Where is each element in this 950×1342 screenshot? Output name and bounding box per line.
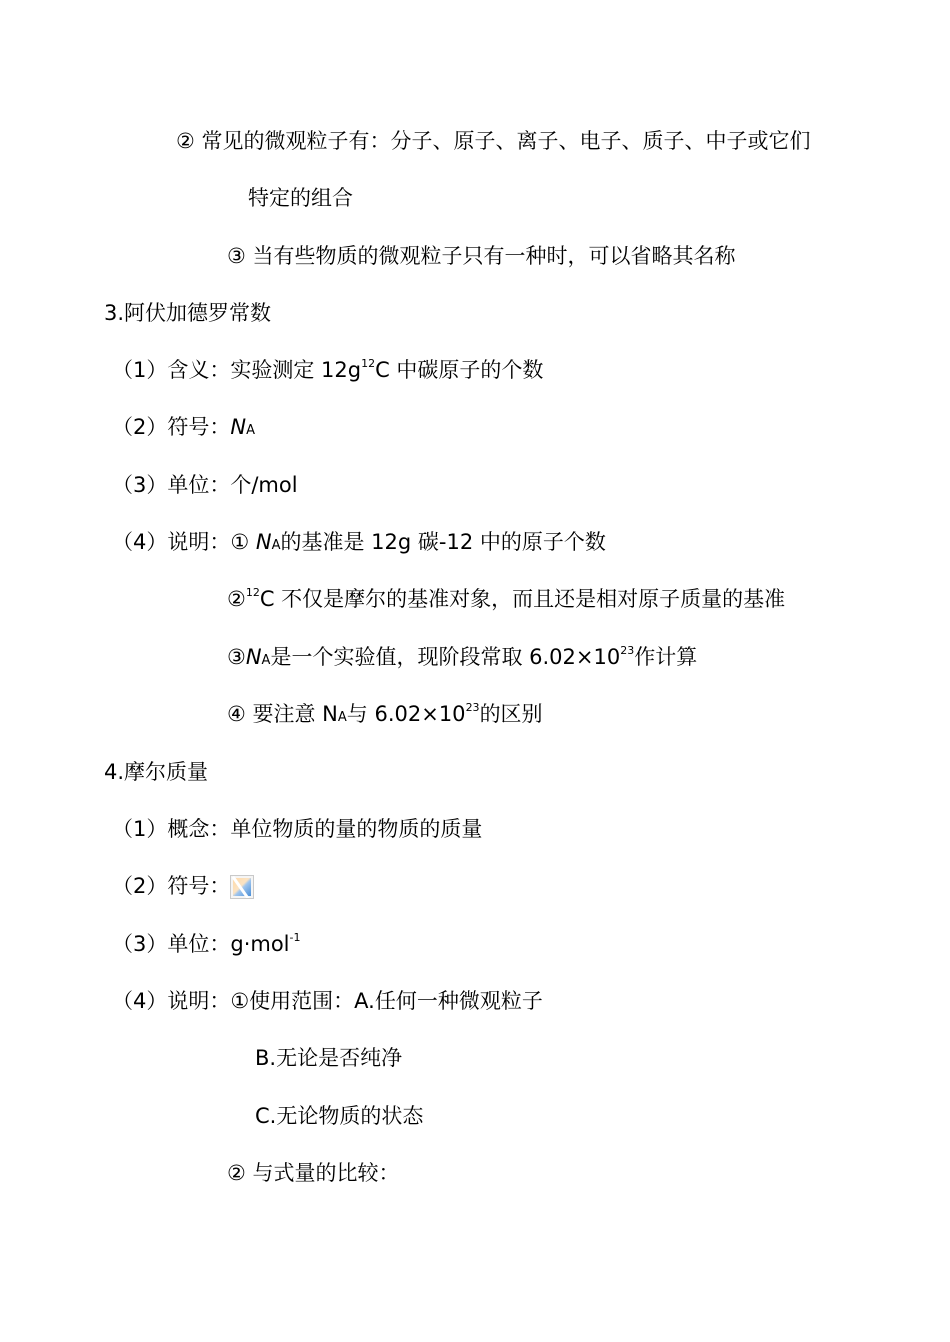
line-text: （2）符号： [112, 415, 231, 439]
line-text: B.无论是否纯净 [255, 1046, 403, 1070]
line-text: ② 常见的微观粒子有：分子、原子、离子、电子、质子、中子或它们 [176, 129, 811, 153]
text-line [112, 470, 298, 500]
line-text: （4）说明：①使用范围：A.任何一种微观粒子 [112, 989, 543, 1013]
text-line [227, 584, 785, 618]
line-text: （1）概念：单位物质的量的物质的质量 [112, 817, 483, 841]
superscript: 12 [245, 586, 260, 599]
line-text: 特定的组合 [248, 186, 353, 210]
line-text: 是一个实验值，现阶段常取 6.02×10 [270, 645, 621, 669]
superscript: 12 [361, 357, 376, 370]
section-heading [104, 757, 208, 787]
text-line [255, 1043, 402, 1073]
line-text: C 中碳原子的个数 [375, 358, 544, 382]
text-line [255, 1101, 423, 1131]
subscript: A [271, 538, 281, 553]
subscript: A [337, 710, 347, 725]
symbol-n: N [230, 415, 247, 439]
text-line [112, 527, 606, 561]
line-text: （2）符号： [112, 874, 231, 898]
text-line [112, 871, 254, 901]
line-text: ③ [227, 645, 246, 669]
superscript: 23 [465, 701, 480, 714]
line-text: 作计算 [634, 645, 698, 669]
line-text: 的基准是 12g 碳-12 中的原子个数 [280, 530, 606, 554]
line-text: C 不仅是摩尔的基准对象，而且还是相对原子质量的基准 [259, 587, 786, 611]
text-line [248, 183, 353, 213]
text-line [227, 699, 543, 733]
line-text: ② 与式量的比较： [227, 1161, 400, 1185]
section-heading [104, 298, 271, 328]
line-text: ② [227, 587, 246, 611]
symbol-n: N [255, 530, 272, 554]
line-text: （3）单位：g·mol [112, 932, 290, 956]
text-line [227, 241, 736, 271]
subscript: A [261, 653, 271, 668]
superscript: -1 [289, 931, 301, 944]
line-text: （4）说明：① [112, 530, 256, 554]
heading-text: 3.阿伏加德罗常数 [104, 301, 272, 325]
text-line [227, 1158, 400, 1188]
superscript: 23 [620, 644, 635, 657]
text-line [112, 929, 300, 963]
symbol-n: N [245, 645, 262, 669]
text-line [112, 814, 482, 844]
line-text: ④ 要注意 N [227, 702, 338, 726]
subscript: A [246, 423, 255, 438]
text-line [176, 126, 811, 156]
line-text: （3）单位：个/mol [112, 473, 298, 497]
text-line [112, 986, 543, 1016]
line-text: C.无论物质的状态 [255, 1104, 424, 1128]
line-text: ③ 当有些物质的微观粒子只有一种时，可以省略其名称 [227, 244, 736, 268]
text-line [227, 642, 697, 676]
line-text: 与 6.02×10 [346, 702, 466, 726]
broken-image-icon [230, 875, 254, 899]
line-text: 的区别 [479, 702, 543, 726]
heading-text: 4.摩尔质量 [104, 760, 209, 784]
line-text: （1）含义：实验测定 12g [112, 358, 362, 382]
text-line [112, 355, 543, 389]
text-line [112, 412, 255, 446]
